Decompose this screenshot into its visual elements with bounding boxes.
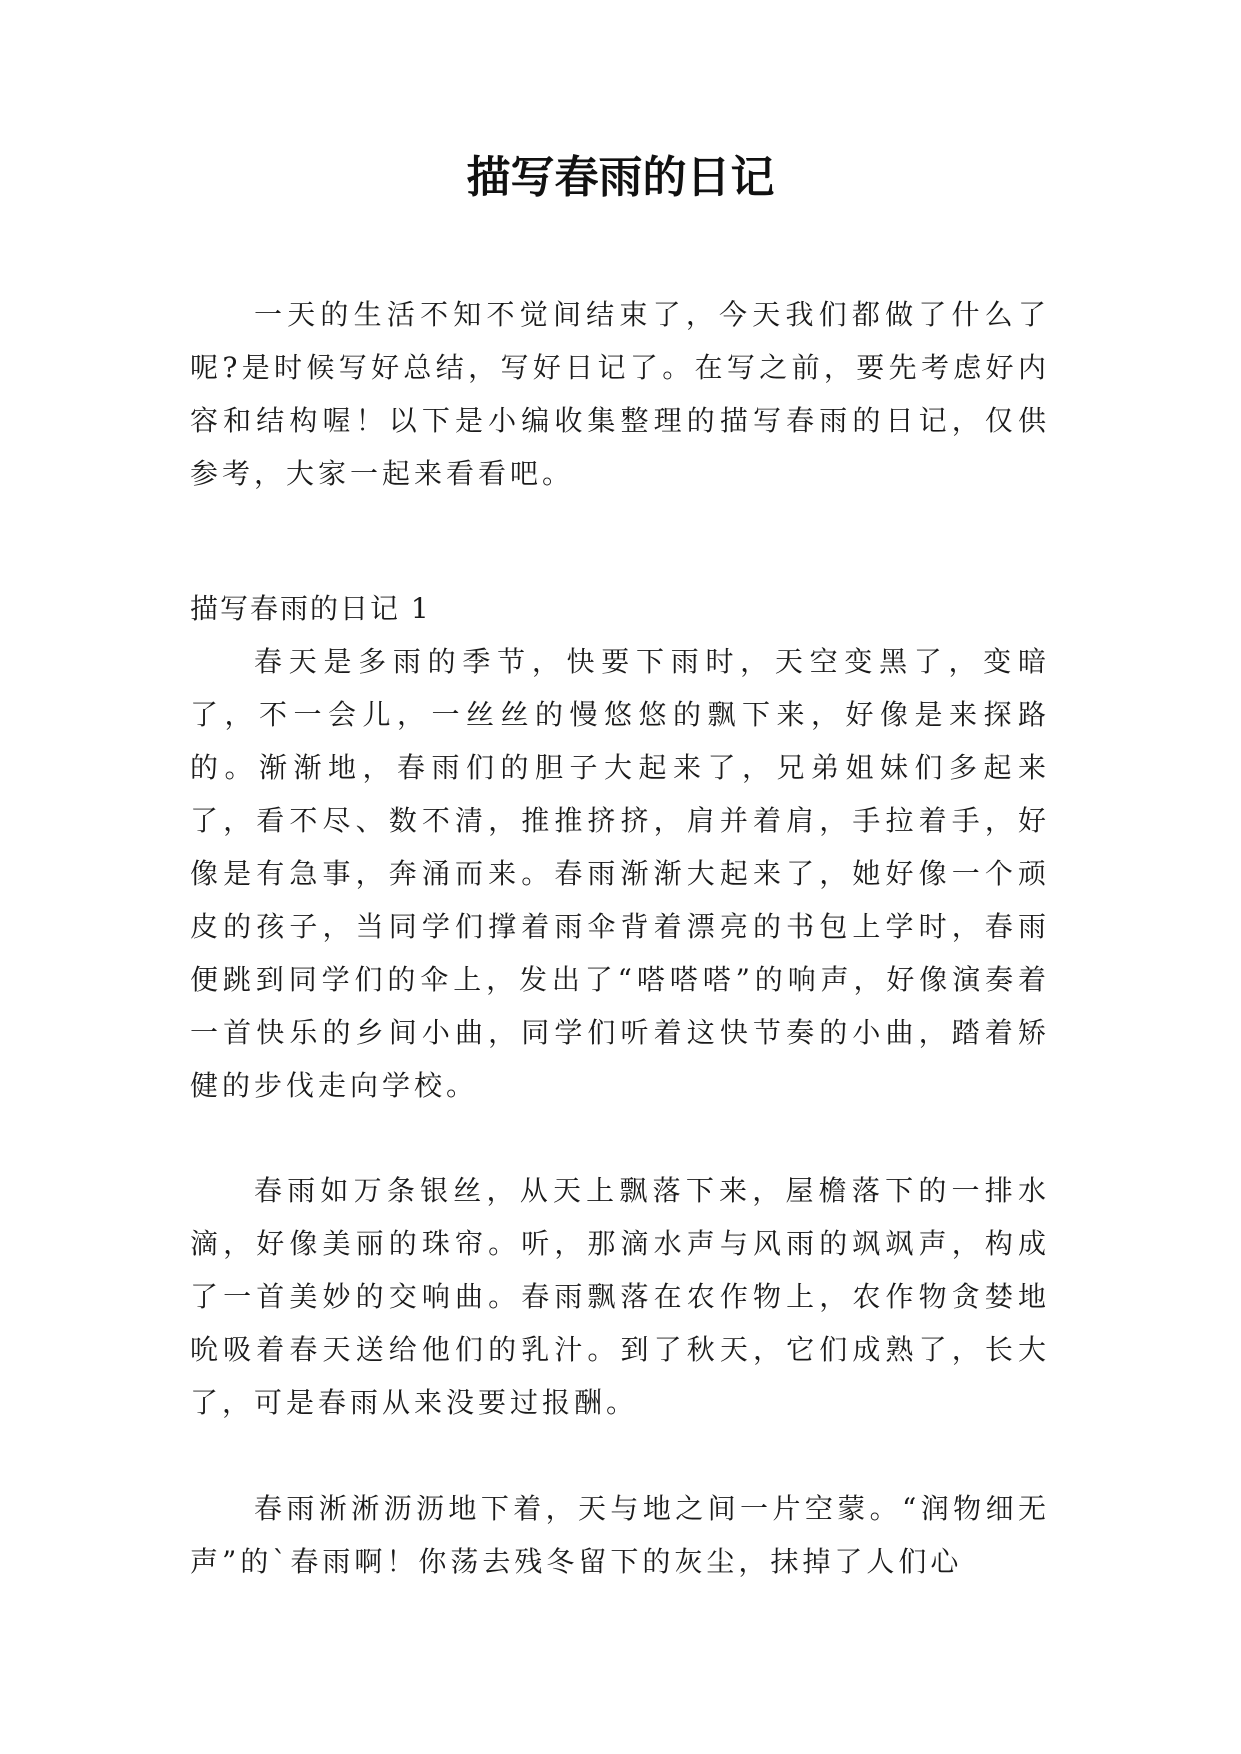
body-paragraph: 春雨淅淅沥沥地下着，天与地之间一片空蒙。“润物细无声”的`春雨啊！你荡去残冬留下的灰尘，抹掉了人们心 [190, 1492, 1050, 1578]
body-paragraph: 春雨如万条银丝，从天上飘落下来，屋檐落下的一排水滴，好像美丽的珠帘。听，那滴水声与风雨的飒飒声，构成了一首美妙的交响曲。春雨飘落在农作物上，农作物贪婪地吮吸着春天送给他们的乳汁。到了秋天，它们成熟了，长大了，可是春雨从来没要过报酬。 [190, 1174, 1050, 1419]
section-heading: 描写春雨的日记 1 [190, 592, 431, 625]
document-title: 描写春雨的日记 [466, 152, 775, 203]
intro-paragraph: 一天的生活不知不觉间结束了，今天我们都做了什么了呢?是时候写好总结，写好日记了。在写之前，要先考虑好内容和结构喔！以下是小编收集整理的描写春雨的日记，仅供参考，大家一起来看看吧。 [190, 298, 1050, 490]
body-paragraph: 春天是多雨的季节，快要下雨时，天空变黑了，变暗了，不一会儿，一丝丝的慢悠悠的飘下来，好像是来探路的。渐渐地，春雨们的胆子大起来了，兄弟姐妹们多起来了，看不尽、数不清，推推挤挤，肩并着肩，手拉着手，好像是有急事，奔涌而来。春雨渐渐大起来了，她好像一个顽皮的孩子，当同学们撑着雨伞背着漂亮的书包上学时，春雨便跳到同学们的伞上，发出了“嗒嗒嗒”的响声，好像演奏着一首快乐的乡间小曲，同学们听着这快节奏的小曲，踏着矫健的步伐走向学校。 [190, 645, 1050, 1102]
